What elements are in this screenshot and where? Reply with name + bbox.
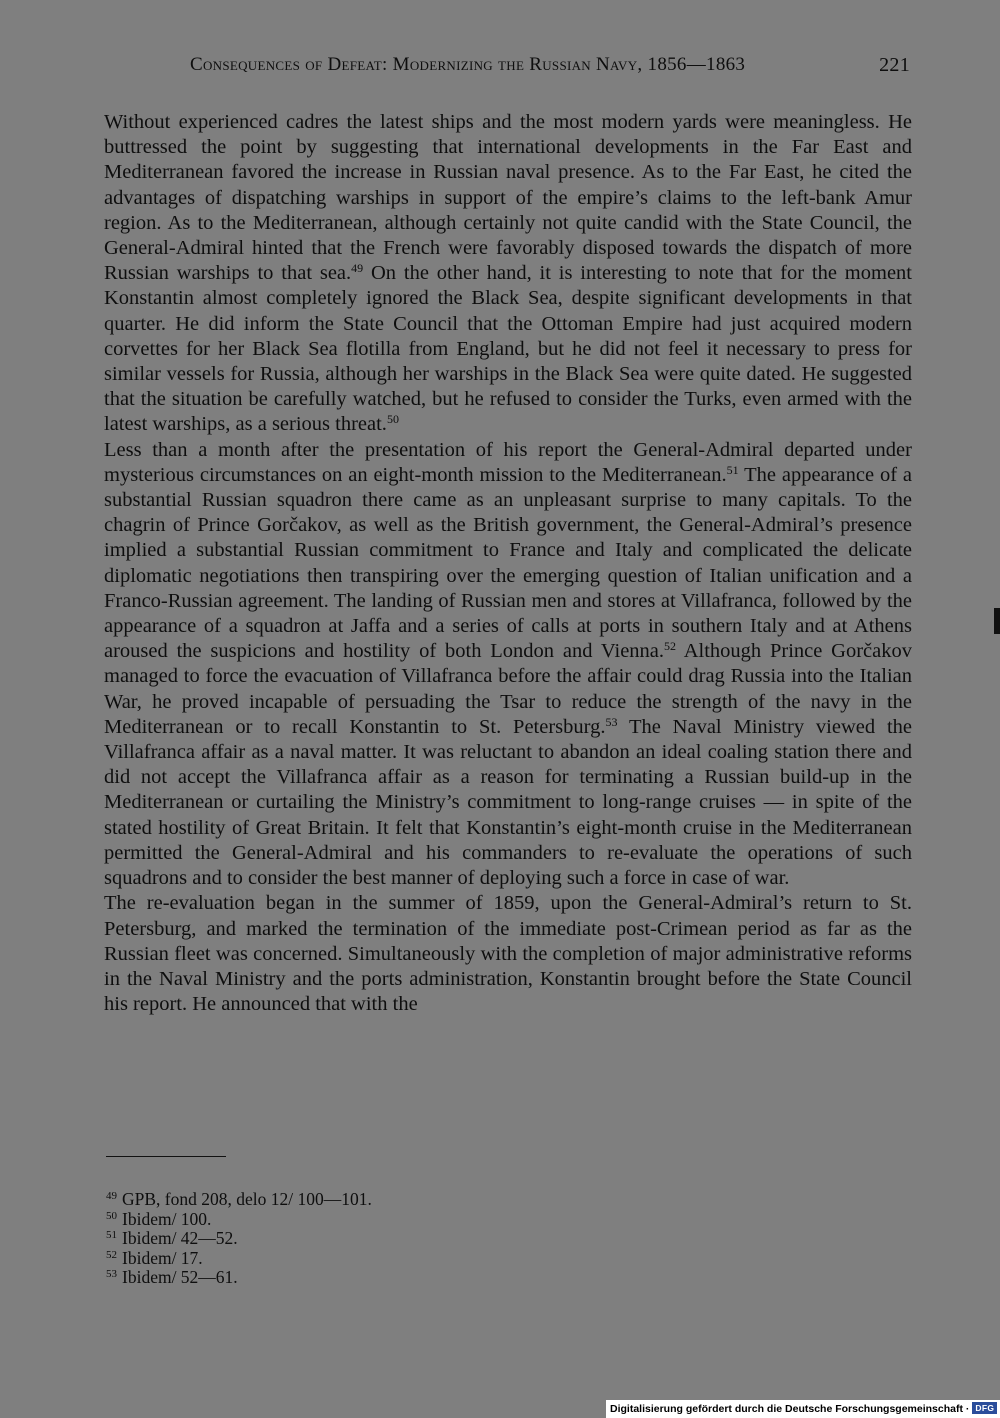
footnote-number: 53 xyxy=(106,1268,117,1280)
paragraph xyxy=(104,438,912,892)
text-segment: The appearance of a substantial Russian squadron there came as an unpleasant surprise to many capitals. To the chagrin of Prince Gorčakov, as well as the British government, the General-Admiral’s presence implied a substantial Russian commitment to France and Italy and complicated the delicate diplomatic negotiations then transpiring over the emerging question of Italian unification and a Franco-Russian agreement. The landing of Russian men and stores at Villafranca, followed by the appearance of a squadron at Jaffa and a series of calls at ports in southern Italy and at Athens aroused the suspicions and hostility of both London and Vienna. xyxy=(104,463,912,663)
footnote xyxy=(106,1268,706,1288)
text-segment: Without experienced cadres the latest ships and the most modern yards were meaningless. He buttressed the point by suggesting that international developments in the Far East and Mediterranean favored the increase in Russian naval presence. As to the Far East, he cited the advantages of dispatching warships in support of the empire’s claims to the left-bank Amur region. As to the Mediterranean, although certainly not quite candid with the State Council, the General-Admiral hinted that the French were favorably disposed towards the dispatch of more Russian warships to that sea. xyxy=(104,111,912,285)
scan-edge-mark xyxy=(994,608,1000,634)
page-number: 221 xyxy=(879,54,910,76)
footnote-text: Ibidem/ 52—61. xyxy=(122,1267,238,1287)
digitization-credit xyxy=(606,1400,1000,1418)
paragraph xyxy=(104,110,912,438)
body-text xyxy=(104,110,912,1017)
footnote-rule xyxy=(106,1156,226,1157)
running-title: Consequences of Defeat: Modernizing the Russian Navy, 1856—1863 xyxy=(190,54,746,75)
text-segment: On the other hand, it is interesting to note that for the moment Konstantin almost completely ignored the Black Sea, despite significant developments in that quarter. He did inform the State Council that the Ottoman Empire had just acquired modern corvettes for her Black Sea flotilla from England, but he did not feel it necessary to press for similar vessels for Russia, although her warships in the Black Sea were quite dated. He suggested that the situation be carefully watched, but he refused to consider the Turks, even armed with the latest warships, as a serious threat. xyxy=(104,262,912,436)
footnote xyxy=(106,1249,706,1269)
running-header xyxy=(190,54,910,76)
footnote-text: Ibidem/ 100. xyxy=(122,1208,212,1229)
dfg-logo: DFG xyxy=(972,1402,997,1414)
footnote-text: Ibidem/ 42—52. xyxy=(122,1228,238,1248)
footnote-text: GPB, fond 208, delo 12/ 100—101. xyxy=(122,1189,372,1209)
footnote-ref: 51 xyxy=(726,462,739,477)
footnote xyxy=(106,1210,706,1230)
text-segment: Although Prince Gorčakov managed to force the evacuation of Villafranca before the affair could drag Russia into the Italian War, he proved incapable of persuading the Tsar to reduce the strength of the navy in the Mediterranean or to recall Konstantin to St. Petersburg. xyxy=(104,640,913,738)
footnote xyxy=(106,1190,706,1210)
footnote-text: Ibidem/ 17. xyxy=(122,1247,203,1268)
footnote-ref: 52 xyxy=(664,639,677,654)
footnote-ref: 49 xyxy=(351,261,364,276)
footnote-ref: 53 xyxy=(605,714,618,729)
text-segment: Less than a month after the presentation of his report the General-Admiral departed under mysterious circumstances on an eight-month mission to the Mediterranean. xyxy=(104,438,912,486)
footnote-ref: 50 xyxy=(386,412,399,427)
footnote-number: 50 xyxy=(106,1209,117,1222)
paragraph xyxy=(104,891,912,1017)
footnote-number: 49 xyxy=(106,1190,117,1202)
text-segment: The re-evaluation began in the summer of 1859, upon the General-Admiral’s return to St. Petersburg, and marked the termination of the immediate post-Crimean period as far as the Russian fleet was concerned. Simultaneously with the completion of major administrative reforms in the Naval Ministry and the ports administration, Konstantin brought before the State Council his report. He announced that with the xyxy=(104,892,912,1016)
footnote-number: 52 xyxy=(106,1248,117,1261)
credit-text: Digitalisierung gefördert durch die Deutsche Forschungsgemeinschaft · xyxy=(610,1403,970,1415)
footnote-number: 51 xyxy=(106,1229,117,1241)
footnotes xyxy=(106,1190,706,1288)
text-segment: The Naval Ministry viewed the Villafranca affair as a naval matter. It was reluctant to abandon an ideal coaling station there and did not accept the Villafranca affair as a reason for terminating a Russian build-up in the Mediterranean or curtailing the Ministry’s commitment to long-range cruises — in spite of the stated hostility of Great Britain. It felt that Konstantin’s eight-month cruise in the Mediterranean permitted the General-Admiral and his commanders to re-evaluate the operations of such squadrons and to consider the best manner of deploying such a force in case of war. xyxy=(104,715,913,890)
footnote xyxy=(106,1229,706,1249)
